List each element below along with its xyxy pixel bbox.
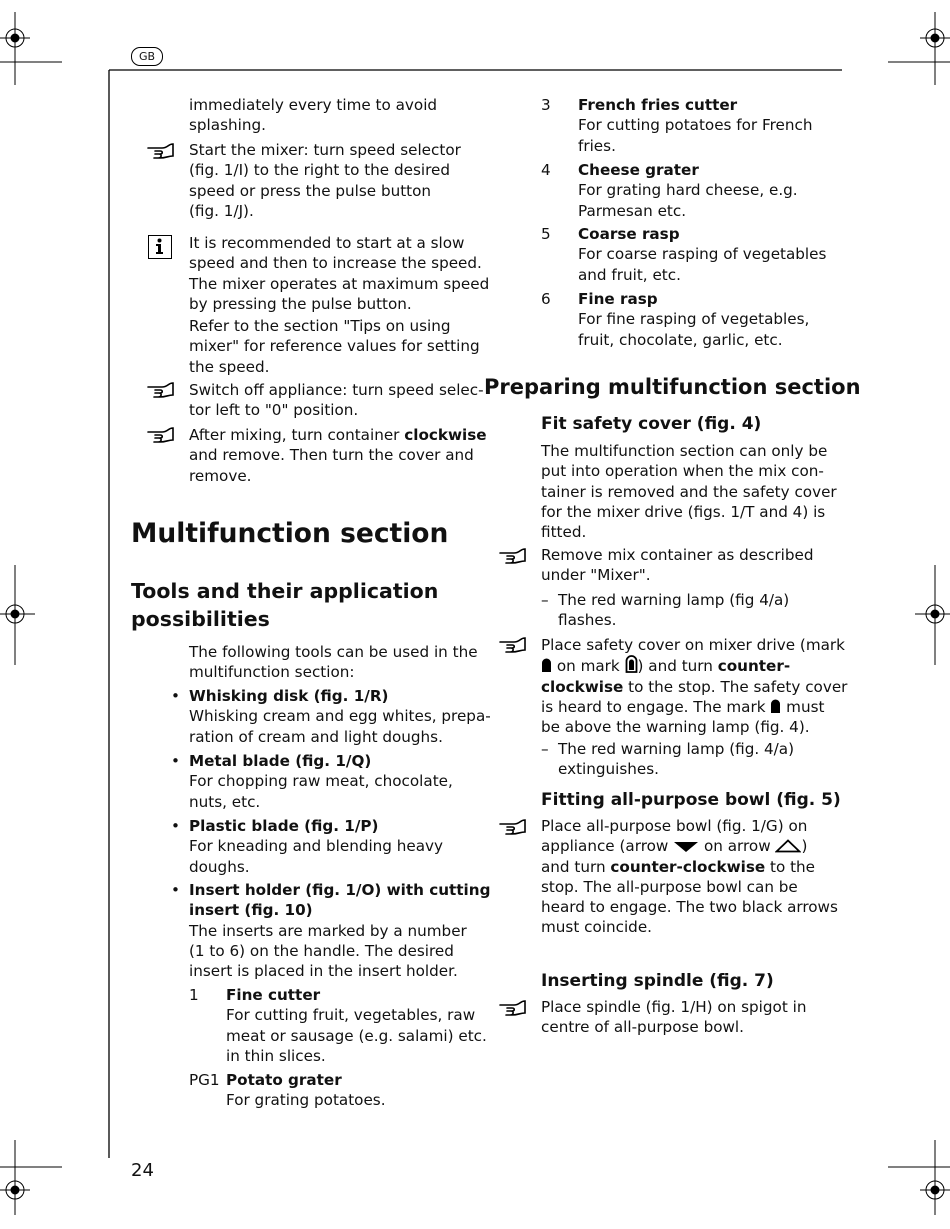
subheading-fitting-bowl: Fitting all-purpose bowl (fig. 5) (541, 790, 841, 810)
insert-item (541, 95, 812, 156)
intro-text (189, 95, 437, 136)
registration-mark-icon (888, 1140, 950, 1215)
text-span: and turn (541, 857, 611, 876)
insert-number: 1 (189, 986, 199, 1004)
text-line: fruit, chocolate, garlic, etc. (578, 330, 783, 349)
text-line: Refer to the section "Tips on using (189, 317, 451, 336)
registration-mark-icon (915, 565, 950, 665)
text-line: mixer" for reference values for setting (189, 337, 480, 356)
mark-outline-icon (625, 655, 638, 673)
text-line: fitted. (541, 523, 587, 542)
text-line (541, 677, 847, 697)
mark-filled-icon (770, 698, 781, 714)
text-line: remove. (189, 466, 252, 485)
insert-title: Fine cutter (226, 986, 321, 1004)
insert-item (189, 1070, 386, 1111)
text-line: The following tools can be used in the (189, 643, 478, 661)
text-line: meat or sausage (e.g. salami) etc. (226, 1026, 487, 1045)
text-line: tor left to "0" position. (189, 401, 359, 420)
text-line: (1 to 6) on the handle. The desired (189, 941, 454, 960)
text-line: fries. (578, 136, 616, 155)
text-line: For grating potatoes. (226, 1091, 386, 1110)
text-line: by pressing the pulse button. (189, 294, 412, 313)
insert-number: 5 (541, 225, 551, 243)
text-line: ration of cream and light doughs. (189, 727, 443, 746)
text-line: Parmesan etc. (578, 201, 687, 220)
bullet: • (171, 881, 180, 899)
text-line: Whisking cream and egg whites, prepa- (189, 707, 491, 726)
text-line: Place safety cover on mixer drive (mark (541, 636, 845, 654)
bullet: • (171, 817, 180, 835)
emphasis-text: counter- (717, 657, 791, 676)
registration-mark-icon (888, 12, 950, 85)
insert-title: Coarse rasp (578, 225, 680, 243)
text-line: Tools and their application (131, 579, 439, 603)
start-mixer-step (189, 140, 461, 221)
text-line: Start the mixer: turn speed selector (189, 141, 461, 159)
place-spindle-step (541, 997, 806, 1038)
tool-item (171, 880, 490, 981)
text-line: splashing. (189, 116, 266, 135)
text-line: and fruit, etc. (578, 265, 681, 284)
step-result (541, 590, 789, 631)
text-line: The mixer operates at maximum speed (189, 274, 490, 293)
fit-cover-body (541, 441, 837, 542)
text-line: under "Mixer". (541, 566, 651, 585)
tool-item (171, 686, 491, 747)
text-line: in thin slices. (226, 1046, 326, 1065)
tool-title: Metal blade (fig. 1/Q) (189, 752, 372, 770)
text-line: must coincide. (541, 918, 652, 937)
dash: – (541, 740, 549, 758)
text-span: After mixing, turn container (189, 426, 405, 444)
remove-container-step (541, 545, 813, 586)
pointing-hand-icon (498, 999, 528, 1017)
text-line: insert is placed in the insert holder. (189, 962, 458, 981)
tool-title: Whisking disk (fig. 1/R) (189, 687, 389, 705)
text-line: Switch off appliance: turn speed selec- (189, 381, 484, 399)
text-line: The red warning lamp (fig. 4/a) (558, 740, 795, 758)
text-line: centre of all-purpose bowl. (541, 1018, 744, 1037)
registration-mark-icon (0, 565, 35, 665)
country-badge-label: GB (138, 50, 156, 63)
text-line: For cutting fruit, vegetables, raw (226, 1006, 476, 1025)
tool-title: Plastic blade (fig. 1/P) (189, 817, 379, 835)
tool-title: insert (fig. 10) (189, 901, 313, 920)
text-line: (fig. 1/I) to the right to the desired (189, 161, 450, 180)
mark-filled-icon (541, 657, 552, 673)
text-line: Place all-purpose bowl (fig. 1/G) on (541, 817, 808, 835)
insert-title: French fries cutter (578, 96, 738, 114)
info-icon (148, 235, 172, 259)
text-line: Remove mix container as described (541, 546, 814, 564)
text-line: possibilities (131, 607, 270, 631)
text-line: doughs. (189, 857, 250, 876)
text-span: must (781, 697, 825, 716)
text-line: heard to engage. The two black arrows (541, 898, 838, 917)
text-line: Place spindle (fig. 1/H) on spigot in (541, 998, 807, 1016)
tool-title: Insert holder (fig. 1/O) with cutting (189, 881, 491, 899)
tool-item (171, 751, 453, 812)
registration-mark-icon (0, 12, 62, 85)
text-line: The inserts are marked by a number (189, 921, 467, 940)
text-line: for the mixer drive (figs. 1/T and 4) is (541, 502, 826, 521)
tool-item (171, 816, 443, 877)
text-line: For chopping raw meat, chocolate, (189, 772, 453, 791)
country-badge (131, 47, 163, 66)
pointing-hand-icon (498, 818, 528, 836)
text-line: For cutting potatoes for French (578, 116, 813, 135)
tools-intro (189, 642, 478, 683)
pointing-hand-icon (146, 381, 176, 399)
text-line: It is recommended to start at a slow (189, 234, 465, 252)
subsection-title-tools (131, 577, 438, 633)
registration-mark-icon (0, 1140, 62, 1215)
text-line: stop. The all-purpose bowl can be (541, 877, 798, 896)
page-number: 24 (131, 1160, 154, 1181)
section-title-preparing: Preparing multifunction section (484, 375, 861, 399)
arrow-filled-icon (673, 841, 699, 853)
text-line: (fig. 1/J). (189, 201, 254, 220)
pointing-hand-icon (146, 142, 176, 160)
text-span: to the stop. The safety cover (623, 677, 848, 696)
text-line: nuts, etc. (189, 792, 261, 811)
text-line: and remove. Then turn the cover and (189, 446, 474, 465)
info-note (189, 233, 489, 377)
text-line: extinguishes. (558, 760, 659, 779)
pointing-hand-icon (498, 547, 528, 565)
insert-item (541, 289, 809, 350)
insert-title: Fine rasp (578, 290, 658, 308)
after-mixing-step (189, 425, 487, 486)
subheading-fit-safety-cover: Fit safety cover (fig. 4) (541, 414, 762, 434)
emphasis-text: counter-clockwise (610, 857, 766, 876)
text-span: to the (765, 857, 815, 876)
text-line: tainer is removed and the safety cover (541, 482, 837, 501)
place-bowl-step (541, 816, 838, 938)
text-line: The multifunction section can only be (541, 442, 828, 460)
text-line: be above the warning lamp (fig. 4). (541, 718, 810, 737)
text-line (541, 857, 838, 877)
arrow-outline-icon (775, 839, 801, 853)
text-line: the speed. (189, 357, 270, 376)
insert-item (189, 985, 487, 1066)
insert-title: Potato grater (226, 1071, 342, 1089)
text-line: For coarse rasping of vegetables (578, 245, 827, 264)
text-line: For kneading and blending heavy (189, 837, 444, 856)
text-line: For grating hard cheese, e.g. (578, 181, 798, 200)
text-span: appliance (arrow (541, 837, 674, 856)
insert-number: 6 (541, 290, 551, 308)
section-title-multifunction: Multifunction section (131, 518, 449, 549)
text-line: speed or press the pulse button (189, 181, 432, 200)
pointing-hand-icon (498, 636, 528, 654)
text-line: For fine rasping of vegetables, (578, 310, 810, 329)
insert-item (541, 224, 826, 285)
emphasis-text: clockwise (541, 677, 624, 696)
switch-off-step (189, 380, 484, 421)
text-span: ) (801, 837, 808, 856)
dash: – (541, 591, 549, 609)
step-result (541, 739, 794, 780)
place-safety-cover-step (541, 635, 847, 737)
emphasis-text: clockwise (404, 426, 487, 444)
insert-item (541, 160, 798, 221)
insert-number: 4 (541, 161, 551, 179)
text-span: on mark (552, 657, 625, 676)
text-line (541, 655, 847, 676)
subheading-inserting-spindle: Inserting spindle (fig. 7) (541, 971, 774, 991)
text-line: multifunction section: (189, 663, 355, 682)
text-span: ) and turn (637, 657, 718, 676)
text-line (541, 697, 847, 717)
text-line (189, 425, 487, 445)
text-line: immediately every time to avoid (189, 96, 438, 114)
pointing-hand-icon (146, 426, 176, 444)
insert-title: Cheese grater (578, 161, 699, 179)
bullet: • (171, 687, 180, 705)
insert-number: 3 (541, 96, 551, 114)
text-line (541, 836, 838, 856)
text-span: is heard to engage. The mark (541, 697, 771, 716)
text-line: The red warning lamp (fig 4/a) (558, 591, 790, 609)
text-span: on arrow (699, 837, 776, 856)
insert-number: PG1 (189, 1071, 220, 1089)
text-line: flashes. (558, 611, 617, 630)
text-line: speed and then to increase the speed. (189, 254, 482, 273)
bullet: • (171, 752, 180, 770)
text-line: put into operation when the mix con- (541, 462, 824, 481)
